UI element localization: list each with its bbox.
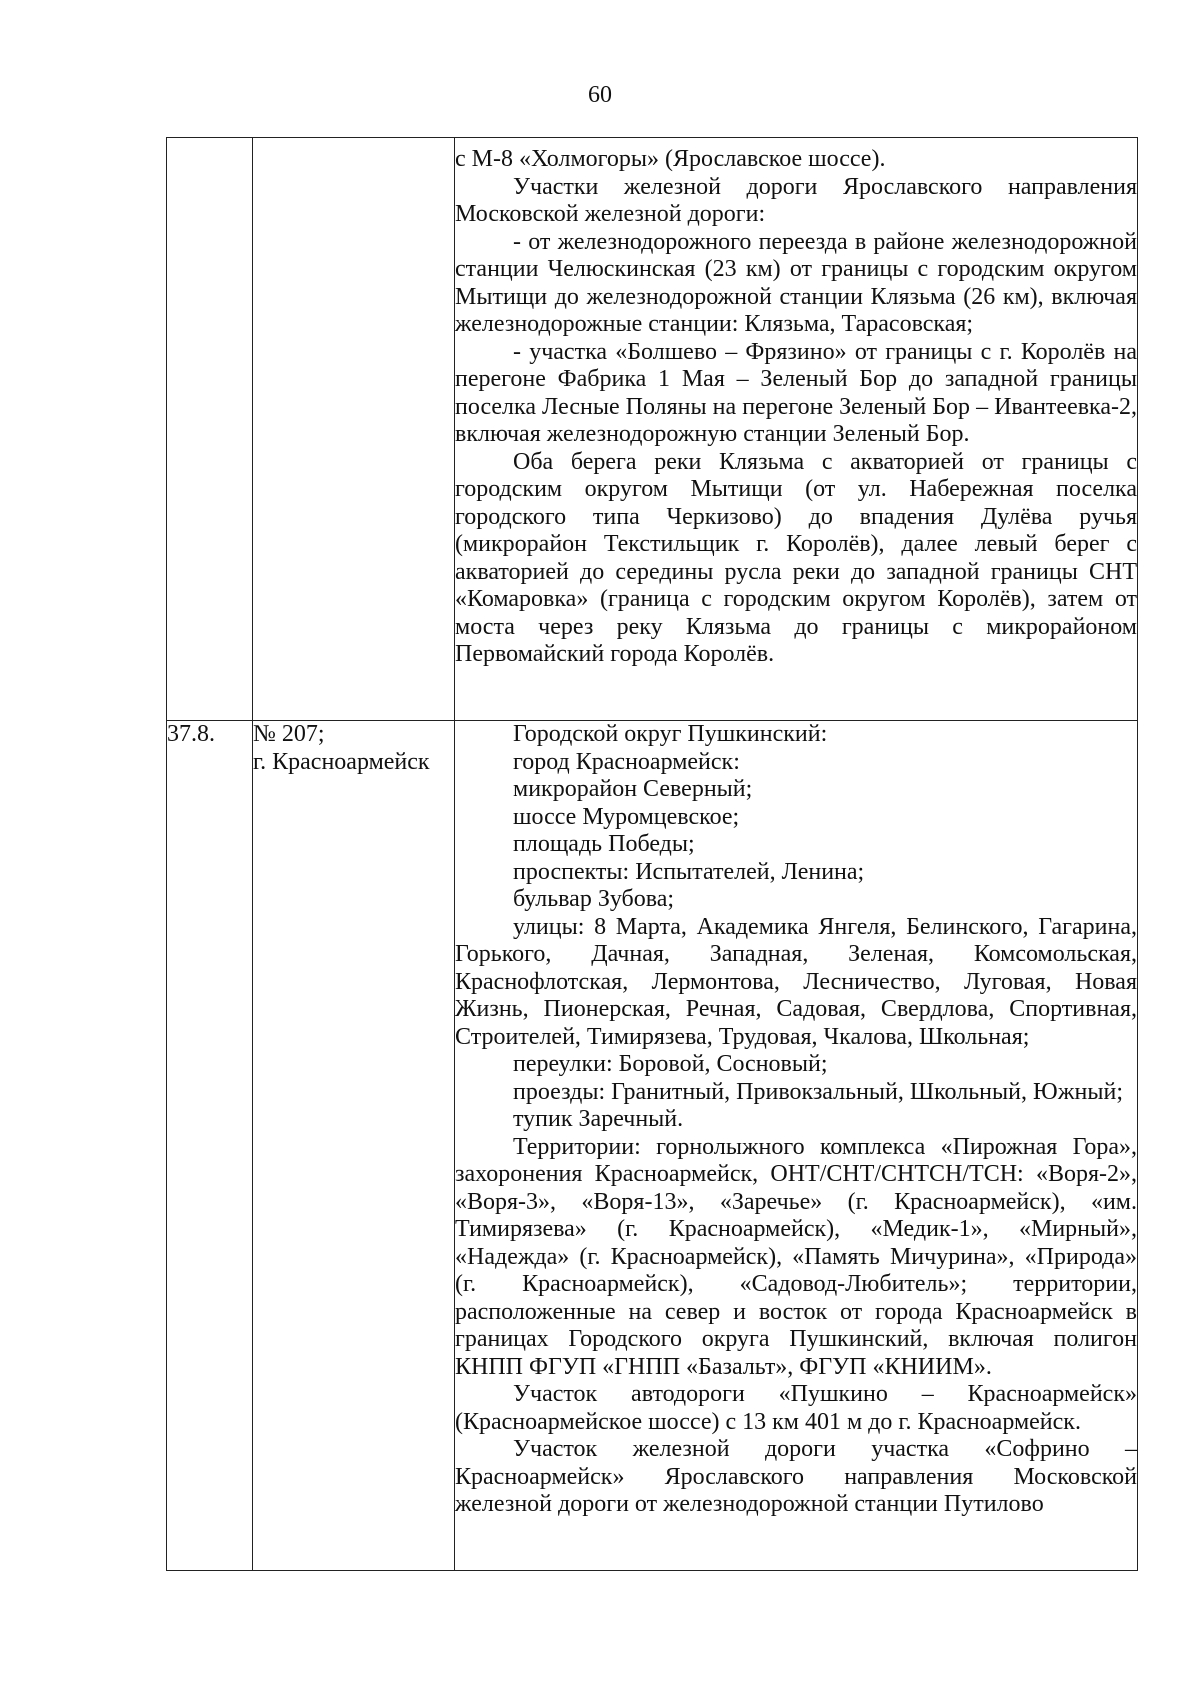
description-paragraph: Оба берега реки Клязьма с акваторией от границы с городским округом Мытищи (от ул. Набережная поселка городского типа Черкизово) до впадения Дулёва ручья (микрорайон Текстильщик г. Королёв), далее левый берег с акваторией до середины русла реки до западной границы СНТ «Комаровка» (граница с городским округом Королёв), затем от моста через реку Клязьма до границы с микрорайоном Первомайский города Королёв. (455, 448, 1137, 667)
district-number: № 207; (253, 721, 325, 747)
description-paragraph: Территории: горнолыжного комплекса «Пирожная Гора», захоронения Красноармейск, ОНТ/СНТ/СНТСН/ТСН: «Воря-2», «Воря-3», «Воря-13», «Заречье» (г. Красноармейск), «им. Тимирязева» (г. Красноармейск), «Медик-1», «Мирный», «Надежда» (г. Красноармейск), «Память Мичурина», «Природа» (г. Красноармейск), «Садовод-Любитель»; территории, расположенные на север и восток от города Красноармейск в границах Городского округа Пушкинский, включая полигон КНПП ФГУП «ГНПП «Базальт», ФГУП «КНИИМ». (455, 1133, 1137, 1380)
description-line: Городской округ Пушкинский: (513, 721, 828, 747)
description-line: микрорайон Северный; (513, 776, 753, 802)
description-line: площадь Победы; (513, 831, 695, 857)
description-paragraph: с М-8 «Холмогоры» (Ярославское шоссе). (455, 146, 886, 172)
page-number: 60 (588, 82, 612, 108)
row-number-cell: 37.8. (167, 721, 253, 1571)
description-cell (455, 138, 1138, 721)
description-paragraph: Участки железной дороги Ярославского направления Московской железной дороги: (455, 173, 1137, 227)
row-number-cell (167, 138, 253, 721)
description-paragraph: Участок автодороги «Пушкино – Красноармейск» (Красноармейское шоссе) с 13 км 401 м до г. Красноармейск. (455, 1381, 1137, 1435)
districts-table (166, 137, 1138, 1571)
description-line: бульвар Зубова; (513, 886, 675, 912)
description-line: проспекты: Испытателей, Ленина; (513, 858, 865, 885)
description-paragraph: проезды: Гранитный, Привокзальный, Школьный, Южный; (513, 1078, 1123, 1105)
description-paragraph: переулки: Боровой, Сосновый; (513, 1051, 828, 1077)
description-paragraph: Участок железной дороги участка «Софрино – Красноармейск» Ярославского направления Московской железной дороги от железнодорожной станции Путилово (455, 1436, 1137, 1517)
district-city: г. Красноармейск (253, 748, 430, 775)
description-paragraph: улицы: 8 Марта, Академика Янгеля, Белинского, Гагарина, Горького, Дачная, Западная, Зеленая, Комсомольская, Краснофлотская, Лермонтова, Лесничество, Луговая, Новая Жизнь, Пионерская, Речная, Садовая, Свердлова, Спортивная, Строителей, Тимирязева, Трудовая, Чкалова, Школьная; (455, 913, 1137, 1050)
description-cell (455, 721, 1138, 1571)
description-line: город Красноармейск: (513, 748, 740, 775)
description-paragraph: - от железнодорожного переезда в районе железнодорожной станции Челюскинская (23 км) от границы с городским округом Мытищи до железнодорожной станции Клязьма (26 км), включая железнодорожные станции: Клязьма, Тарасовская; (455, 228, 1137, 337)
description-line: шоссе Муромцевское; (513, 803, 740, 830)
description-paragraph: тупик Заречный. (513, 1106, 684, 1132)
description-paragraph: - участка «Болшево – Фрязино» от границы с г. Королёв на перегоне Фабрика 1 Мая – Зеленый Бор до западной границы поселка Лесные Поляны на перегоне Зеленый Бор – Ивантеевка-2, включая железнодорожную станции Зеленый Бор. (455, 338, 1137, 447)
table-row (167, 138, 1138, 721)
table-row (167, 721, 1138, 1571)
district-cell (253, 721, 455, 1571)
district-cell (253, 138, 455, 721)
